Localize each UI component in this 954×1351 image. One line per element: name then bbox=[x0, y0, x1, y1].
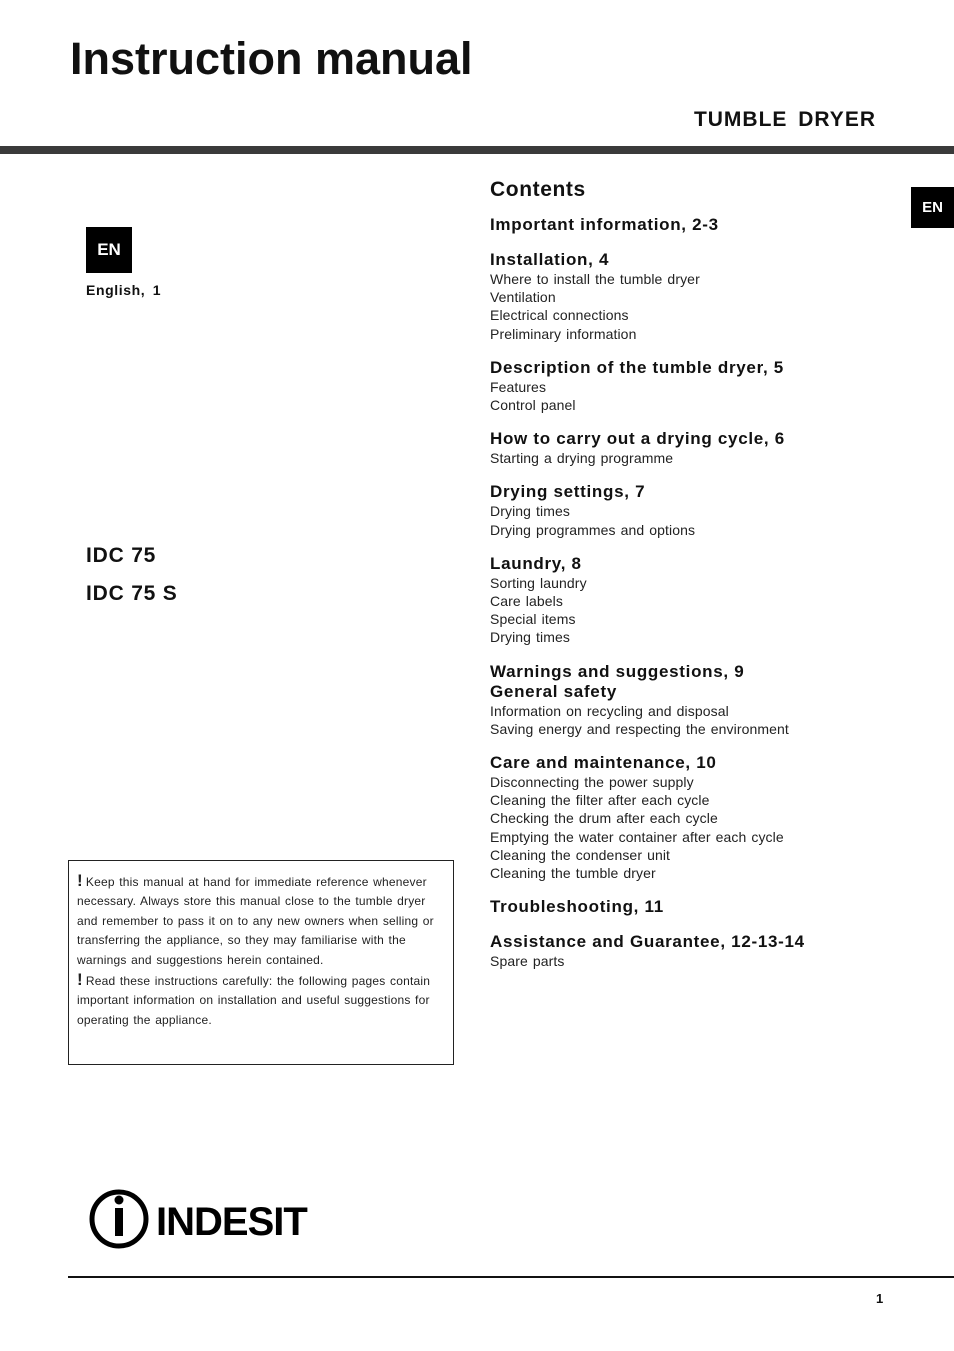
model-name: IDC 75 S bbox=[86, 582, 178, 605]
contents-section bbox=[490, 554, 930, 647]
contents-subitem: Spare parts bbox=[490, 953, 565, 970]
contents-section bbox=[490, 662, 930, 738]
contents-subitem: Saving energy and respecting the environment bbox=[490, 720, 789, 737]
contents-section-title: Laundry, 8 bbox=[490, 553, 582, 573]
contents-section bbox=[490, 429, 930, 467]
contents-subitem: Cleaning the condenser unit bbox=[490, 846, 671, 863]
contents-section bbox=[490, 932, 930, 970]
contents-subitem: Sorting laundry bbox=[490, 574, 587, 591]
language-badge: EN bbox=[86, 227, 132, 273]
contents-section-title: Assistance and Guarantee, 12-13-14 bbox=[490, 932, 805, 952]
contents-subitem: Emptying the water container after each cycle bbox=[490, 828, 784, 845]
contents-subitem: Electrical connections bbox=[490, 307, 629, 324]
exclamation-icon: ! bbox=[77, 871, 83, 890]
contents-subitems bbox=[490, 702, 930, 738]
contents-subitem: Cleaning the tumble dryer bbox=[490, 865, 656, 882]
contents-section bbox=[490, 897, 930, 917]
notice-box bbox=[68, 860, 454, 1065]
contents-section-title: Installation, 4 bbox=[490, 250, 610, 269]
contents-section-title: Troubleshooting, 11 bbox=[490, 897, 664, 917]
contents-subitem: Features bbox=[490, 378, 547, 395]
contents-section-title: Description of the tumble dryer, 5 bbox=[490, 357, 784, 377]
contents-section bbox=[490, 482, 930, 538]
contents-subitem: Cleaning the filter after each cycle bbox=[490, 792, 710, 809]
page-title: Instruction manual bbox=[70, 33, 473, 84]
exclamation-icon: ! bbox=[77, 970, 83, 990]
contents-subitem: Drying times bbox=[490, 629, 570, 646]
contents-section-title: Drying settings, 7 bbox=[490, 482, 646, 502]
contents-subitems bbox=[490, 378, 930, 414]
brand-name: INDESIT bbox=[156, 1200, 307, 1244]
contents-subitem: Care labels bbox=[490, 593, 563, 610]
notice-paragraph: ! Read these instructions carefully: the following pages contain important information on installation and useful suggestions for operating the appliance. bbox=[77, 970, 431, 1027]
table-of-contents bbox=[490, 178, 930, 985]
page-number: 1 bbox=[876, 1291, 884, 1306]
contents-subitem: Disconnecting the power supply bbox=[490, 774, 694, 791]
contents-section bbox=[490, 753, 930, 882]
contents-subitem: Special items bbox=[490, 611, 576, 628]
contents-subitem: Checking the drum after each cycle bbox=[490, 810, 718, 827]
indesit-logo bbox=[88, 1186, 320, 1250]
contents-subitem: Starting a drying programme bbox=[490, 450, 674, 467]
language-side-tab: EN bbox=[911, 187, 954, 228]
contents-subitems bbox=[490, 952, 930, 970]
contents-title: Contents bbox=[490, 178, 586, 201]
model-name: IDC 75 bbox=[86, 544, 157, 567]
contents-subitems bbox=[490, 773, 930, 882]
contents-section-title: How to carry out a drying cycle, 6 bbox=[490, 429, 785, 449]
contents-subitem: Ventilation bbox=[490, 289, 556, 306]
footer-rule bbox=[68, 1276, 954, 1278]
contents-subitem: Where to install the tumble dryer bbox=[490, 271, 700, 287]
contents-section bbox=[490, 250, 930, 343]
contents-subitem: Preliminary information bbox=[490, 325, 637, 342]
contents-section-title: Important information, 2-3 bbox=[490, 215, 719, 234]
header-rule bbox=[0, 146, 954, 154]
contents-subitem: Drying programmes and options bbox=[490, 521, 696, 538]
contents-subitems bbox=[490, 270, 930, 343]
notice-paragraph: ! Keep this manual at hand for immediate reference whenever necessary. Always store this manual close to the tumble dryer and remember to pass it on to any new owners when selling or transferring the appliance, so they may familiarise with the warnings and suggestions herein contained. bbox=[77, 871, 434, 967]
contents-section bbox=[490, 358, 930, 414]
product-type: TUMBLE DRYER bbox=[693, 108, 876, 131]
contents-section bbox=[490, 215, 930, 235]
contents-subitem: Information on recycling and disposal bbox=[490, 702, 729, 719]
contents-sections bbox=[490, 215, 930, 970]
contents-subitems bbox=[490, 449, 930, 467]
contents-subitem: Drying times bbox=[490, 503, 570, 520]
contents-subitems bbox=[490, 574, 930, 647]
contents-section-title: General safety bbox=[490, 681, 617, 701]
contents-section-title: Warnings and suggestions, 9 bbox=[490, 661, 745, 681]
contents-subitems bbox=[490, 502, 930, 538]
contents-subitem: Control panel bbox=[490, 397, 576, 414]
language-reference: English, 1 bbox=[86, 282, 162, 298]
contents-section-title: Care and maintenance, 10 bbox=[490, 753, 717, 773]
